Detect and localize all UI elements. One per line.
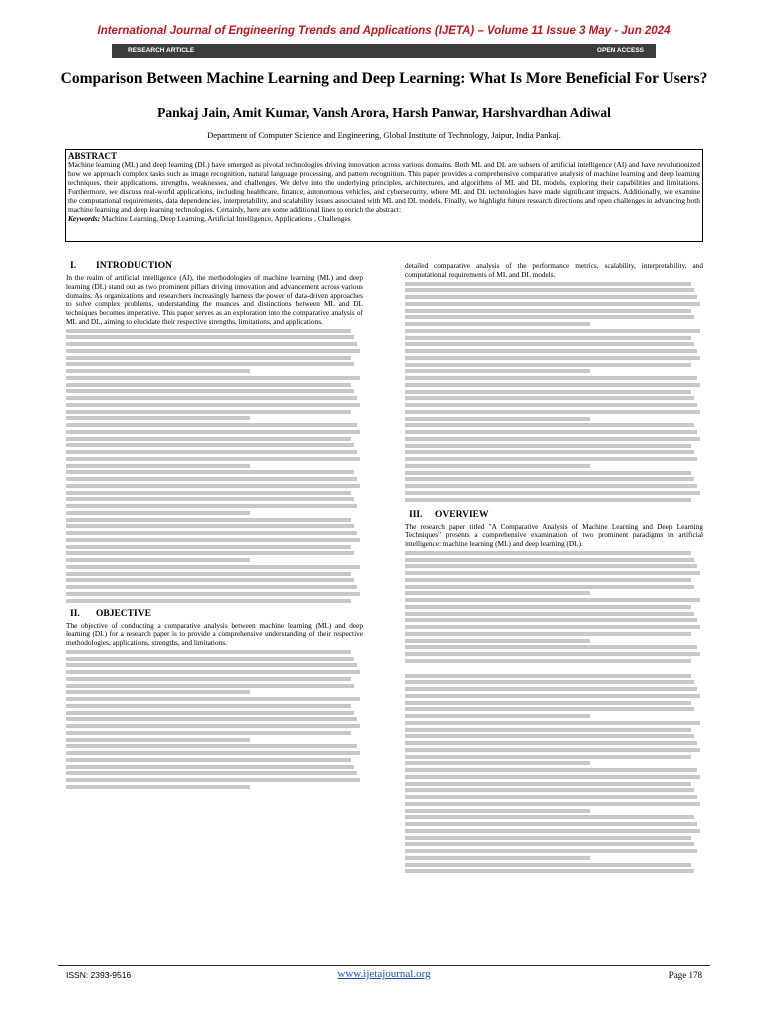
body-text-line xyxy=(66,599,351,603)
body-text-line xyxy=(66,464,250,468)
body-text-line xyxy=(66,356,351,360)
body-text-line xyxy=(405,403,697,407)
body-text-line xyxy=(66,349,360,353)
body-text-line xyxy=(405,444,691,448)
body-text-line xyxy=(66,518,351,522)
body-text-line xyxy=(66,376,360,380)
body-text-line xyxy=(405,329,700,333)
body-text-line xyxy=(405,309,691,313)
body-text-line xyxy=(66,751,360,755)
body-text-line xyxy=(405,836,691,840)
paper-title: Comparison Between Machine Learning and Deep Learning: What Is More Beneficial For Users? xyxy=(60,70,708,87)
open-access-label: OPEN ACCESS xyxy=(596,47,644,54)
body-text-line xyxy=(66,677,351,681)
body-text-line xyxy=(66,396,357,400)
body-text-line xyxy=(405,707,694,711)
body-text-line xyxy=(405,585,694,589)
body-text-line xyxy=(405,632,691,636)
body-text-line xyxy=(405,645,697,649)
body-text-line xyxy=(405,598,700,602)
body-text-line xyxy=(66,362,354,366)
body-text-line xyxy=(405,674,691,678)
body-text-line xyxy=(405,430,697,434)
article-type-bar xyxy=(112,44,656,58)
body-text-line xyxy=(66,778,360,782)
body-text-line xyxy=(405,349,697,353)
objective-continued-lines xyxy=(405,282,703,502)
body-text-line xyxy=(66,771,357,775)
body-text-line xyxy=(66,531,357,535)
section-number: III. xyxy=(409,509,423,520)
body-text-line xyxy=(405,450,694,454)
body-text-line xyxy=(405,856,590,860)
footer-rule xyxy=(58,965,710,966)
body-text-line xyxy=(405,457,697,461)
body-text-line xyxy=(405,625,700,629)
body-text-line xyxy=(405,701,691,705)
body-text-line xyxy=(66,697,360,701)
body-text-line xyxy=(66,329,351,333)
body-text-line xyxy=(66,765,354,769)
body-text-line xyxy=(405,802,700,806)
body-text-line xyxy=(405,464,590,468)
body-text-line xyxy=(405,484,697,488)
body-text-line xyxy=(405,282,691,286)
body-text-line xyxy=(66,423,357,427)
keywords-text: Machine Learning, Deep Learning, Artificial Intelligence, Applications , Challenges xyxy=(100,214,351,224)
body-text-line xyxy=(405,775,700,779)
overview-text: The research paper titled "A Comparative Analysis of Machine Learning and Deep Learning Techniques" presents a comprehensive examination of two prominent paradigms in artificial intelligence: machine learning (ML) and deep learning (DL). xyxy=(405,521,703,548)
body-text-line xyxy=(66,758,351,762)
body-text-line xyxy=(66,670,360,674)
body-text-line xyxy=(405,659,691,663)
body-text-line xyxy=(66,491,351,495)
body-text-line xyxy=(405,815,694,819)
body-text-line xyxy=(405,869,694,873)
body-text-line xyxy=(66,477,357,481)
right-column xyxy=(405,262,703,876)
body-text-line xyxy=(66,524,354,528)
body-text-line xyxy=(66,744,357,748)
body-text-line xyxy=(66,657,354,661)
body-text-line xyxy=(405,410,700,414)
body-text-line xyxy=(66,389,354,393)
paper-authors: Pankaj Jain, Amit Kumar, Vansh Arora, Harsh Panwar, Harshvardhan Adiwal xyxy=(157,105,611,120)
footer-url-link[interactable]: www.ijetajournal.org xyxy=(337,968,431,980)
body-text-line xyxy=(405,471,691,475)
research-article-label: RESEARCH ARTICLE xyxy=(128,47,195,54)
abstract-text: Machine learning (ML) and deep learning (DL) have emerged as pivotal technologies driving innovation across various domains. Both ML and DL are subsets of artificial intelligence (AI) and have revolutionized how we approach complex tasks such as image recognition, natural language processing, and pattern recognition. This paper provides a comprehensive comparative analysis of machine learning and deep learning techniques, their applications, strengths, weaknesses, and challenges. We delve into the underlying principles, architectures, and algorithms of ML and DL models, exploring their capabilities and limitations. Furthermore, we discuss real-world applications, including healthcare, finance, autonomous vehicles, and cybersecurity, where ML and DL technologies have made significant impacts. Additionally, we examine the computational requirements, data dependencies, interpretability, and scalability issues associated with ML and DL models. Finally, we highlight future research directions and open challenges in advancing both machine learning and deep learning technologies. Certainly, here are some additional lines to enrich the abstract: xyxy=(68,160,700,214)
body-text-line xyxy=(405,315,694,319)
body-text-line xyxy=(66,592,360,596)
body-text-line xyxy=(405,376,697,380)
body-text-line xyxy=(405,822,697,826)
body-text-line xyxy=(405,369,590,373)
body-text-line xyxy=(66,416,250,420)
body-text-line xyxy=(66,724,360,728)
body-text-line xyxy=(405,498,691,502)
body-text-line xyxy=(66,704,351,708)
body-text-line xyxy=(405,721,700,725)
abstract-heading: ABSTRACT xyxy=(68,151,118,161)
body-text-line xyxy=(405,618,697,622)
body-text-line xyxy=(405,390,691,394)
journal-title: International Journal of Engineering Trends and Applications (IJETA) – Volume 11 Issue 3 May - Jun 2024 xyxy=(97,25,671,37)
abstract-box xyxy=(65,149,703,242)
body-text-line xyxy=(405,849,697,853)
keywords-label: Keywords: xyxy=(68,214,101,224)
section-title: OBJECTIVE xyxy=(96,608,151,619)
section-number: II. xyxy=(70,608,80,619)
body-text-line xyxy=(405,578,691,582)
body-text-line xyxy=(405,437,700,441)
body-text-line xyxy=(405,322,590,326)
body-text-line xyxy=(405,728,691,732)
body-text-line xyxy=(405,652,700,656)
body-text-line xyxy=(66,711,354,715)
body-text-line xyxy=(66,717,357,721)
body-text-line xyxy=(405,748,700,752)
body-text-line xyxy=(405,491,700,495)
body-text-line xyxy=(405,288,694,292)
section-heading-overview xyxy=(405,507,703,523)
body-text-line xyxy=(66,437,351,441)
body-text-line xyxy=(405,551,691,555)
objective-continued-text: detailed comparative analysis of the performance metrics, scalability, interpretability, and computational requirements of ML and DL models. xyxy=(405,261,703,279)
body-text-line xyxy=(405,761,590,765)
body-text-line xyxy=(66,335,354,339)
body-text-line xyxy=(66,585,357,589)
body-text-line xyxy=(66,545,351,549)
body-text-line xyxy=(405,714,590,718)
body-text-line xyxy=(66,470,354,474)
body-text-line xyxy=(405,302,700,306)
body-text-line xyxy=(66,342,357,346)
body-text-line xyxy=(66,565,360,569)
body-text-line xyxy=(66,690,250,694)
body-text-line xyxy=(405,809,590,813)
body-text-line xyxy=(405,694,700,698)
body-text-line xyxy=(66,684,354,688)
body-text-line xyxy=(66,430,360,434)
section-number: I. xyxy=(70,261,77,271)
body-text-line xyxy=(66,497,354,501)
body-text-line xyxy=(66,558,250,562)
body-text-line xyxy=(66,450,357,454)
body-text-line xyxy=(66,403,360,407)
body-text-line xyxy=(405,423,694,427)
body-text-line xyxy=(405,680,694,684)
body-text-line xyxy=(66,457,360,461)
body-text-line xyxy=(66,538,360,542)
body-text-line xyxy=(405,417,590,421)
body-text-line xyxy=(405,842,694,846)
objective-text: The objective of conducting a comparative analysis between machine learning (ML) and deep learning (DL) for a research paper is to provide a comprehensive understanding of their respective methodologies, applications, strengths, and limitations. xyxy=(66,620,363,647)
body-text-line xyxy=(405,605,691,609)
section-title: OVERVIEW xyxy=(435,509,489,520)
body-text-line xyxy=(405,558,694,562)
body-text-line xyxy=(405,734,694,738)
overview-continued-lines xyxy=(405,674,703,874)
keywords-line xyxy=(68,214,700,223)
body-text-line xyxy=(405,571,700,575)
body-text-line xyxy=(405,755,691,759)
section-heading-objective xyxy=(66,606,363,622)
body-text-line xyxy=(66,369,250,373)
body-text-line xyxy=(66,572,351,576)
footer-page-number: Page 178 xyxy=(668,970,702,980)
author-affiliation: Department of Computer Science and Engineering, Global Institute of Technology, Jaipur, India Pankaj. xyxy=(207,130,561,140)
body-text-line xyxy=(405,396,694,400)
body-text-line xyxy=(66,551,354,555)
body-text-line xyxy=(66,410,351,414)
body-text-line xyxy=(66,504,357,508)
body-text-line xyxy=(405,612,694,616)
body-text-line xyxy=(405,477,694,481)
body-text-line xyxy=(405,295,697,299)
left-column xyxy=(66,258,363,792)
body-text-line xyxy=(66,511,250,515)
body-text-line xyxy=(405,363,691,367)
body-text-line xyxy=(405,356,700,360)
body-text-line xyxy=(66,578,354,582)
body-text-line xyxy=(405,564,697,568)
body-text-line xyxy=(66,650,351,654)
body-text-line xyxy=(405,383,700,387)
body-text-line xyxy=(405,342,694,346)
body-text-line xyxy=(405,687,697,691)
body-text-line xyxy=(405,741,697,745)
footer-issn: ISSN: 2393-9516 xyxy=(66,970,132,980)
body-text-line xyxy=(66,738,250,742)
overview-body-lines xyxy=(405,551,703,663)
section-title: INTRODUCTION xyxy=(96,261,173,271)
introduction-text: In the realm of artificial intelligence (AI), the methodologies of machine learning (ML) and deep learning (DL) stand out as two prominent pillars driving innovation and advancement across various domains. As organizations and researchers increasingly harness the power of data-driven approaches to solve complex problems, understanding the nuances and distinctions between ML and DL techniques becomes imperative. This paper serves as an exploration into the comparative analysis of ML and DL, aiming to elucidate their respective strengths, limitations, and applications. xyxy=(66,273,363,326)
body-text-line xyxy=(405,336,691,340)
body-text-line xyxy=(66,731,351,735)
body-text-line xyxy=(66,443,354,447)
body-text-line xyxy=(405,829,700,833)
section-heading-introduction xyxy=(66,258,363,274)
body-text-line xyxy=(66,663,357,667)
objective-body-lines xyxy=(66,650,363,789)
body-text-line xyxy=(66,785,250,789)
body-text-line xyxy=(66,383,351,387)
body-text-line xyxy=(405,782,691,786)
body-text-line xyxy=(405,768,697,772)
body-text-line xyxy=(405,795,697,799)
introduction-body-lines xyxy=(66,329,363,603)
body-text-line xyxy=(405,639,590,643)
body-text-line xyxy=(66,484,360,488)
body-text-line xyxy=(405,591,590,595)
body-text-line xyxy=(405,863,691,867)
body-text-line xyxy=(405,788,694,792)
